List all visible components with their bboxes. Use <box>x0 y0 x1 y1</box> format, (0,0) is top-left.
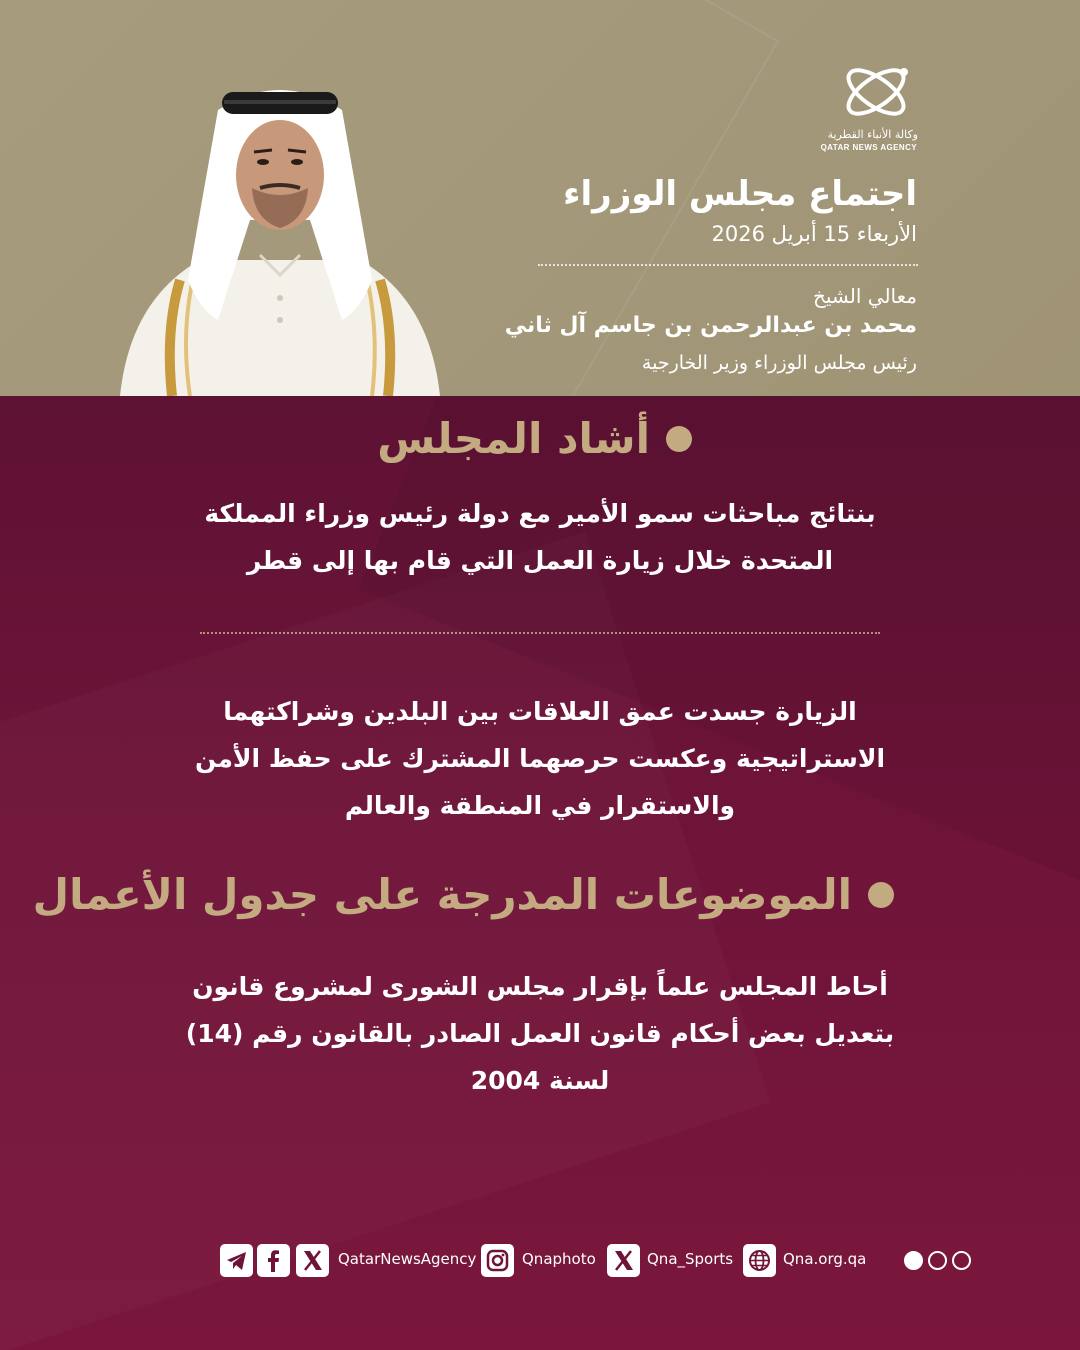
logo-text-arabic: وكالة الأنباء القطرية <box>827 128 918 141</box>
section-heading-agenda <box>33 870 894 919</box>
minister-portrait <box>110 70 450 396</box>
page-indicator-dot[interactable] <box>904 1251 923 1270</box>
paragraph: بنتائج مباحثات سمو الأمير مع دولة رئيس وزراء المملكة المتحدة خلال زيارة العمل التي قام بها إلى قطر <box>204 499 876 575</box>
page-indicator-dot[interactable] <box>928 1251 947 1270</box>
bullet-icon <box>666 426 692 452</box>
paragraph: أحاط المجلس علماً بإقرار مجلس الشورى لمشروع قانون بتعديل بعض أحكام قانون العمل الصادر بالقانون رقم (14) لسنة 2004 <box>185 972 895 1095</box>
qna-logo <box>840 64 920 120</box>
social-footer <box>0 1240 1080 1280</box>
logo-text-english: QATAR NEWS AGENCY <box>820 143 917 152</box>
facebook-icon[interactable] <box>257 1244 290 1277</box>
section-heading-text: أشاد المجلس <box>377 414 650 463</box>
instagram-icon[interactable] <box>481 1244 514 1277</box>
globe-icon[interactable] <box>743 1244 776 1277</box>
telegram-icon[interactable] <box>220 1244 253 1277</box>
x-icon[interactable] <box>296 1244 329 1277</box>
paragraph: الزيارة جسدت عمق العلاقات بين البلدين وشراكتهما الاستراتيجية وعكست حرصهما المشترك على حفظ الأمن والاستقرار في المنطقة والعالم <box>194 697 886 820</box>
page-indicator-dot[interactable] <box>952 1251 971 1270</box>
section-heading-praise <box>377 414 692 463</box>
x-sports-handle[interactable]: Qna_Sports <box>647 1250 734 1268</box>
main-content <box>0 396 1080 1350</box>
minister-role: رئيس مجلس الوزراء وزير الخارجية <box>641 352 917 374</box>
website-link[interactable]: Qna.org.qa <box>783 1250 867 1268</box>
social-handle[interactable]: QatarNewsAgency <box>338 1250 477 1268</box>
header-divider <box>538 264 918 266</box>
section-divider <box>200 632 880 634</box>
instagram-handle[interactable]: Qnaphoto <box>522 1250 596 1268</box>
bullet-icon <box>868 882 894 908</box>
x-icon[interactable] <box>607 1244 640 1277</box>
page-title: اجتماع مجلس الوزراء <box>563 174 917 214</box>
minister-name: محمد بن عبدالرحمن بن جاسم آل ثاني <box>504 313 917 338</box>
header-banner <box>0 0 1080 396</box>
section-heading-text: الموضوعات المدرجة على جدول الأعمال <box>32 870 852 919</box>
meeting-date: الأربعاء 15 أبريل 2026 <box>711 222 917 246</box>
honorific: معالي الشيخ <box>812 284 917 308</box>
